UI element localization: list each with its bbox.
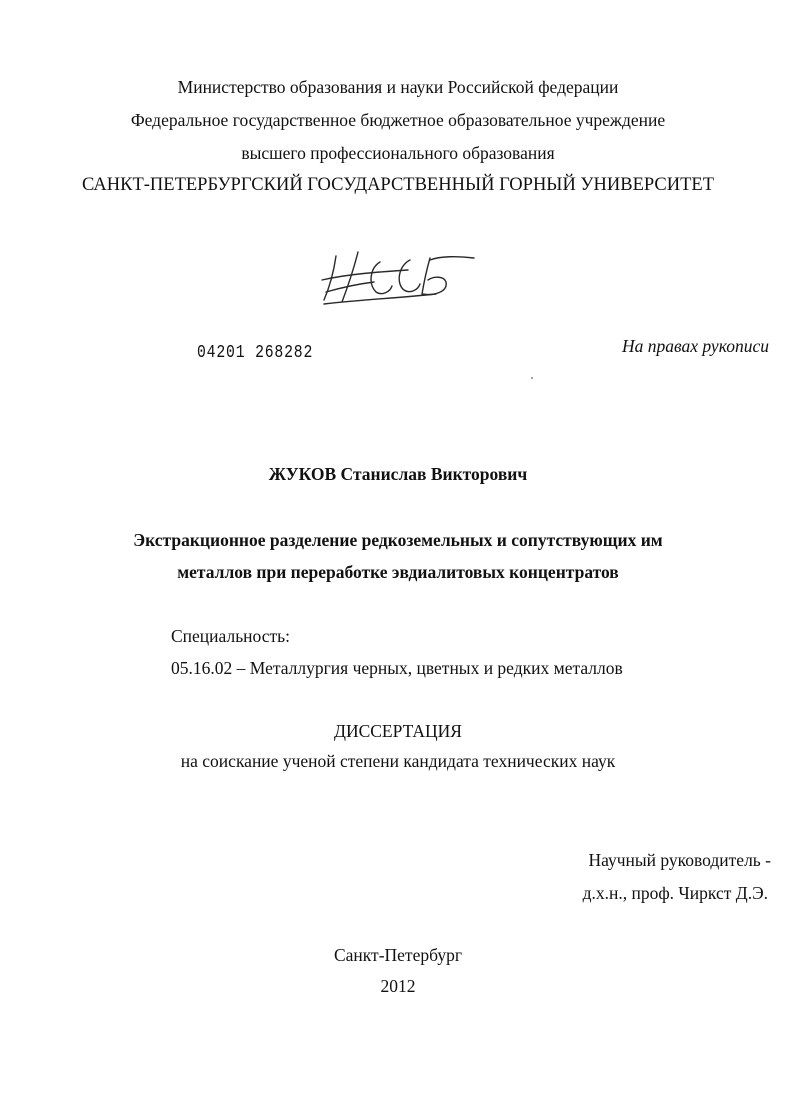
- year: 2012: [380, 976, 416, 996]
- university-name: САНКТ-ПЕТЕРБУРГСКИЙ ГОСУДАРСТВЕННЫЙ ГОРНЫЙ УНИВЕРСИТЕТ: [81, 175, 715, 195]
- supervisor-name: д.х.н., проф. Чиркст Д.Э.: [582, 883, 768, 903]
- scan-speck: [531, 377, 533, 379]
- manuscript-note: На правах рукописи: [622, 336, 769, 356]
- handwritten-signature: [318, 248, 478, 310]
- degree-line: на соискание ученой степени кандидата технических наук: [180, 751, 616, 771]
- specialty-value: 05.16.02 – Металлургия черных, цветных и редких металлов: [171, 658, 623, 678]
- document-type: ДИССЕРТАЦИЯ: [334, 721, 462, 741]
- ministry-line: Министерство образования и науки Российской федерации: [177, 77, 619, 97]
- education-level-line: высшего профессионального образования: [241, 143, 555, 163]
- registration-number-stamp: 04201 268282: [197, 343, 314, 363]
- city: Санкт-Петербург: [333, 945, 463, 965]
- dissertation-title-line-1: Экстракционное разделение редкоземельных и сопутствующих им: [133, 530, 663, 550]
- specialty-label: Специальность:: [171, 626, 290, 646]
- supervisor-label: Научный руководитель -: [588, 850, 771, 870]
- author-name: ЖУКОВ Станислав Викторович: [268, 464, 528, 484]
- institution-type-line: Федеральное государственное бюджетное образовательное учреждение: [130, 110, 666, 130]
- dissertation-title-line-2: металлов при переработке эвдиалитовых концентратов: [177, 562, 619, 582]
